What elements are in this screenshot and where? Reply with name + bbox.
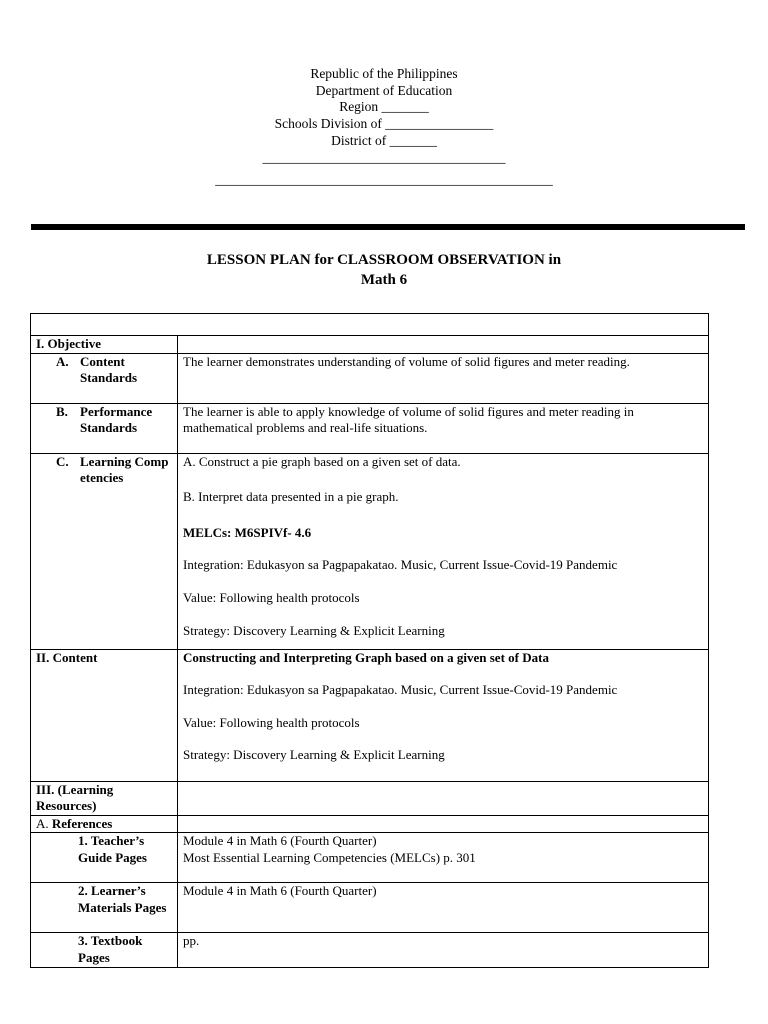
textbook-label: 3. Textbook Pages [78,933,143,965]
performance-standards-label: Performance Standards [80,403,153,436]
learning-competencies-letter: C. [56,453,69,469]
table-row-performance-standards [31,403,709,453]
learners-materials-text: Module 4 in Math 6 (Fourth Quarter) [183,883,377,899]
content-strategy: Strategy: Discovery Learning & Explicit Learning [183,747,445,763]
table-row-learning-resources [31,781,709,815]
competency-strategy: Strategy: Discovery Learning & Explicit Learning [183,622,445,638]
content-label: II. Content [36,649,98,665]
melcs-code: MELCs: M6SPIVf- 4.6 [183,524,312,540]
content-integration: Integration: Edukasyon sa Pagpapakatao. Music, Current Issue-Covid-19 Pandemic [183,682,618,698]
header-blank-line-2: __________________________________________________ [215,172,553,188]
table-row-teachers-guide [31,833,709,883]
table-row-empty [31,314,709,336]
objective-label: I. Objective [36,336,101,351]
content-standards-letter: A. [56,353,69,369]
header-republic: Republic of the Philippines [310,66,458,81]
content-heading: Constructing and Interpreting Graph based on a given set of Data [183,649,549,665]
table-row-content-standards [31,353,709,403]
header-department: Department of Education [315,82,453,98]
learning-competencies-label: Learning Competencies [80,453,169,486]
references-label: References [51,815,113,831]
header-divider [31,224,745,230]
competency-item-b: B. Interpret data presented in a pie graph. [183,489,399,505]
references-letter: A. [36,815,49,831]
competency-value: Value: Following health protocols [183,589,360,605]
page-title [0,250,768,290]
learners-materials-label: 2. Learner’s Materials Pages [78,883,167,915]
teachers-guide-label: 1. Teacher’s Guide Pages [78,833,147,865]
document-header [0,66,768,189]
table-row-learners-materials [31,883,709,933]
lesson-plan-table [30,313,709,968]
textbook-text: pp. [183,933,200,949]
performance-standards-text: The learner is able to apply knowledge of volume of solid figures and meter reading in mathematical problems and real-life situations. [183,403,634,436]
competency-integration: Integration: Edukasyon sa Pagpapakatao. Music, Current Issue-Covid-19 Pandemic [183,557,618,573]
title-line-1: LESSON PLAN for CLASSROOM OBSERVATION in [206,252,562,268]
table-row-content [31,649,709,781]
table-row-objective [31,336,709,354]
teachers-guide-line-1: Module 4 in Math 6 (Fourth Quarter) [183,833,377,849]
header-district: District of _______ [331,132,437,148]
title-line-2: Math 6 [360,272,408,288]
header-division: Schools Division of ________________ [274,116,494,132]
table-row-references [31,815,709,833]
content-standards-label: Content Standards [80,353,138,386]
header-region: Region _______ [339,99,429,115]
header-blank-line-1: ____________________________________ [262,149,506,165]
teachers-guide-line-2: Most Essential Learning Competencies (MELCs) p. 301 [183,849,476,865]
table-row-learning-competencies [31,453,709,649]
learning-resources-label: III. (Learning Resources) [36,781,114,814]
performance-standards-letter: B. [56,403,68,419]
table-row-textbook [31,933,709,967]
content-value: Value: Following health protocols [183,714,360,730]
content-standards-text: The learner demonstrates understanding of volume of solid figures and meter reading. [183,353,630,369]
competency-item-a: A. Construct a pie graph based on a given set of data. [183,453,461,469]
